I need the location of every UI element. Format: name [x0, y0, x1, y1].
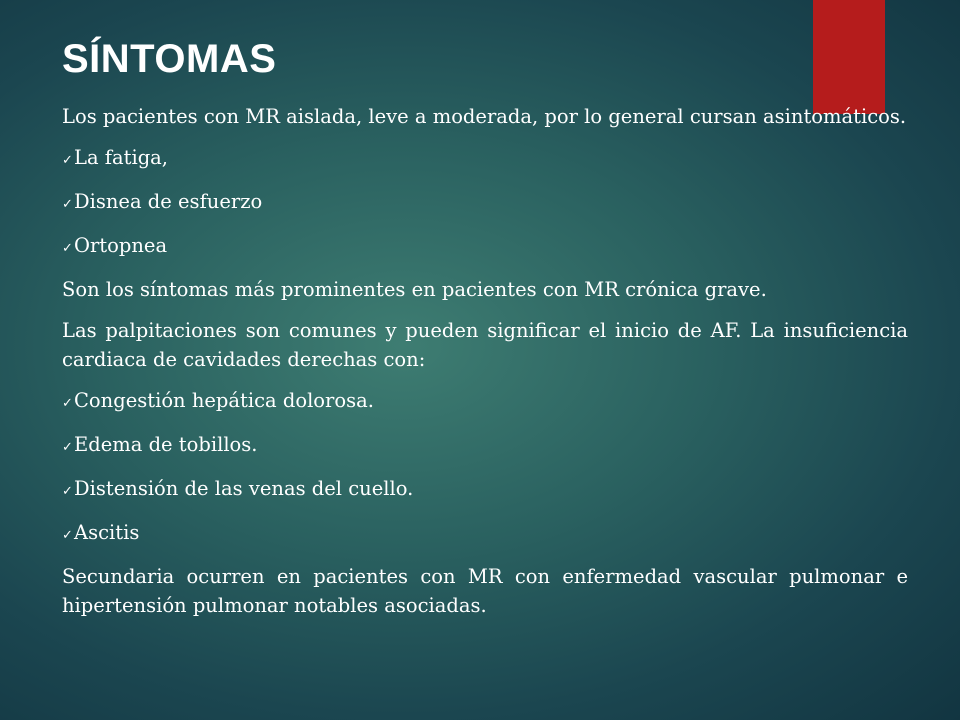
- slide-title: SÍNTOMAS: [62, 37, 277, 81]
- bullet-text: Distensión de las venas del cuello.: [74, 477, 414, 500]
- bullet-item: [62, 231, 908, 263]
- bullet-item: [62, 143, 908, 175]
- check-icon: ✓: [62, 153, 73, 168]
- check-icon: ✓: [62, 440, 73, 455]
- body-paragraph: Las palpitaciones son comunes y pueden significar el inicio de AF. La insuficiencia cardiaca de cavidades derechas con:: [62, 319, 908, 371]
- bullet-text: Edema de tobillos.: [74, 433, 258, 456]
- bullet-item: [62, 386, 908, 418]
- bullet-item: [62, 430, 908, 462]
- body-paragraph: Los pacientes con MR aislada, leve a moderada, por lo general cursan asintomáticos.: [62, 105, 907, 128]
- slide-body: [62, 102, 908, 632]
- bullet-text: Congestión hepática dolorosa.: [74, 389, 374, 412]
- check-icon: ✓: [62, 484, 73, 499]
- check-icon: ✓: [62, 396, 73, 411]
- accent-bar: [813, 0, 885, 114]
- bullet-item: [62, 187, 908, 219]
- check-icon: ✓: [62, 528, 73, 543]
- body-paragraph: Son los síntomas más prominentes en pacientes con MR crónica grave.: [62, 278, 767, 301]
- bullet-item: [62, 518, 908, 550]
- bullet-text: Disnea de esfuerzo: [74, 190, 263, 213]
- bullet-text: Ortopnea: [74, 234, 168, 257]
- bullet-item: [62, 474, 908, 506]
- bullet-text: Ascitis: [74, 521, 140, 544]
- check-icon: ✓: [62, 241, 73, 256]
- bullet-text: La fatiga,: [74, 146, 168, 169]
- check-icon: ✓: [62, 197, 73, 212]
- body-paragraph: Secundaria ocurren en pacientes con MR con enfermedad vascular pulmonar e hipertensión pulmonar notables asociadas.: [62, 565, 908, 617]
